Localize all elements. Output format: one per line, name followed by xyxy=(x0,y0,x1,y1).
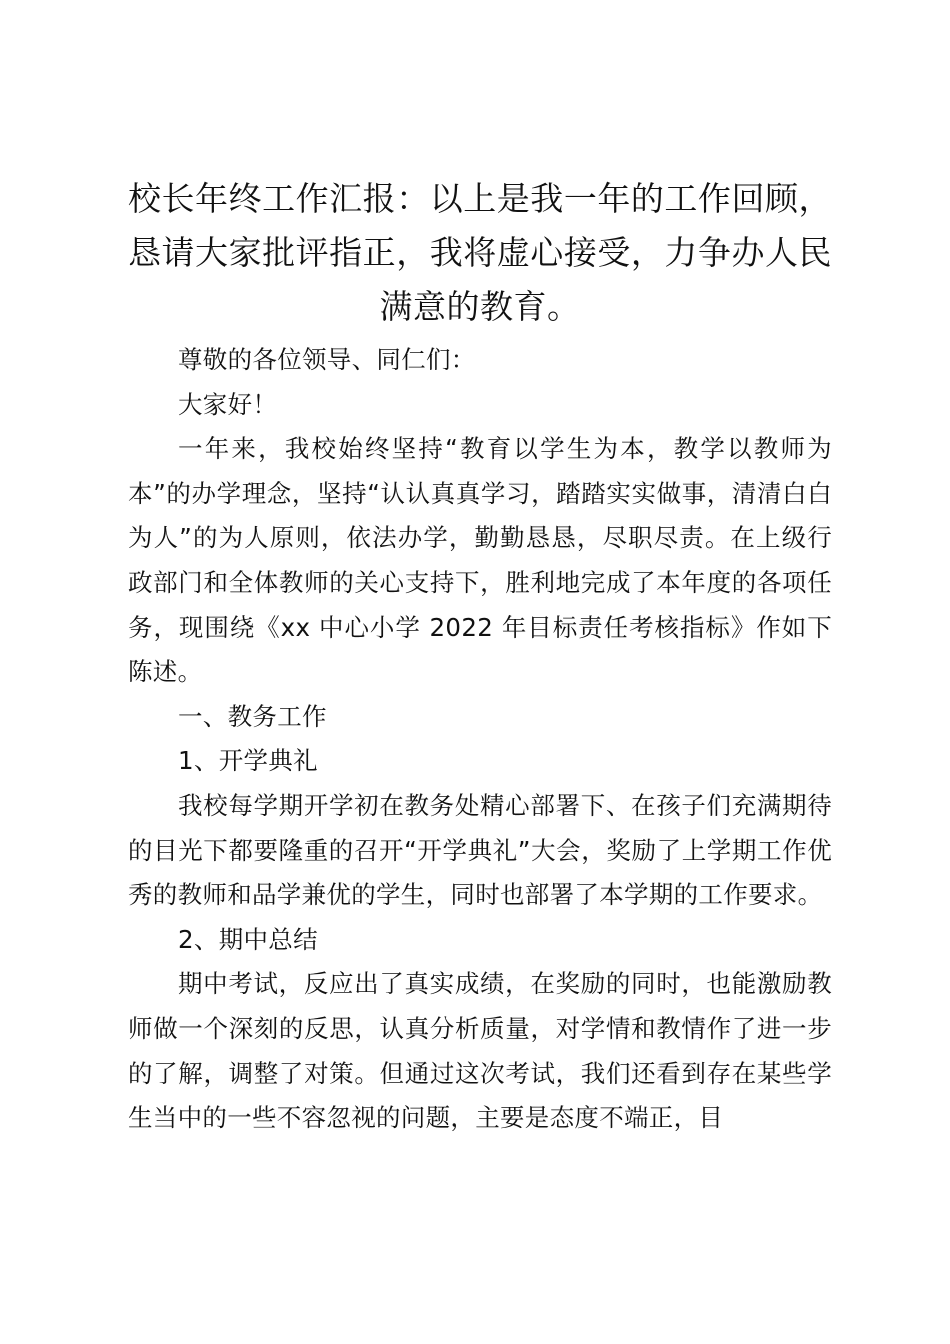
opening-ceremony-paragraph: 我校每学期开学初在教务处精心部署下、在孩子们充满期待的目光下都要隆重的召开“开学典礼”大会，奖励了上学期工作优秀的教师和品学兼优的学生，同时也部署了本学期的工作要求。 xyxy=(128,790,832,910)
subsection-heading-opening-ceremony: 1、开学典礼 xyxy=(178,746,318,776)
salutation: 尊敬的各位领导、同仁们： xyxy=(178,345,476,374)
intro-paragraph: 一年来，我校始终坚持“教育以学生为本，教学以教师为本”的办学理念，坚持“认认真真学习，踏踏实实做事，清清白白为人”的为人原则，依法办学，勤勤恳恳，尽职尽责。在上级行政部门和全体教师的关心支持下，胜利地完成了本年度的各项任务，现围绕《xx 中心小学 2022 年目标责任考核指标》作如下陈述。 xyxy=(128,434,832,687)
section-heading-academic-affairs: 一、教务工作 xyxy=(178,701,327,731)
greeting: 大家好！ xyxy=(178,389,278,419)
subsection-heading-midterm-summary: 2、期中总结 xyxy=(178,924,318,954)
midterm-summary-paragraph: 期中考试，反应出了真实成绩，在奖励的同时，也能激励教师做一个深刻的反思，认真分析质量，对学情和教情作了进一步的了解，调整了对策。但通过这次考试，我们还看到存在某些学生当中的一些不容忽视的问题，主要是态度不端正，目 xyxy=(128,969,832,1133)
document-title: 校长年终工作汇报：以上是我一年的工作回顾，恳请大家批评指正，我将虚心接受，力争办人民满意的教育。 xyxy=(128,179,832,326)
document-page xyxy=(128,172,832,1141)
